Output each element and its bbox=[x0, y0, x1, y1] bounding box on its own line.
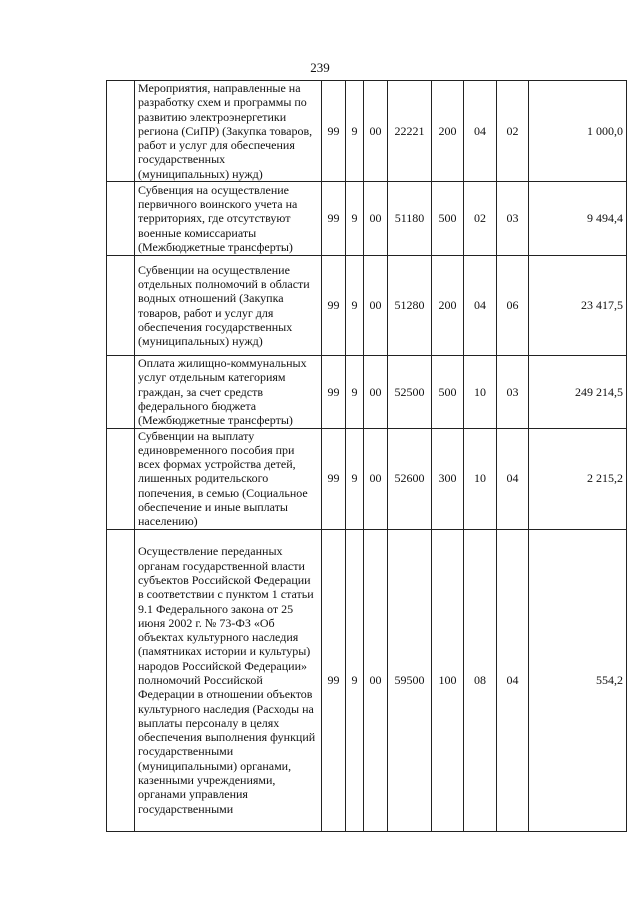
subsection-code: 06 bbox=[497, 256, 529, 356]
subprogram-code: 9 bbox=[346, 356, 364, 428]
group-code: 00 bbox=[364, 529, 388, 831]
program-code: 99 bbox=[322, 81, 346, 182]
direction-code: 59500 bbox=[388, 529, 432, 831]
subprogram-code: 9 bbox=[346, 428, 364, 529]
table-row bbox=[107, 81, 627, 182]
table-row bbox=[107, 256, 627, 356]
program-code: 99 bbox=[322, 356, 346, 428]
row-name: Субвенция на осуществление первичного воинского учета на территориях, где отсутствуют военные комиссариаты (Межбюджетные трансферты) bbox=[135, 182, 322, 256]
expense-type-code: 100 bbox=[432, 529, 464, 831]
row-name: Осуществление переданных органам государственной власти субъектов Российской Федерации в соответствии с пунктом 1 статьи 9.1 Федерального закона от 25 июня 2002 г. № 73-ФЗ «Об объектах культурного наследия (памятниках истории и культуры) народов Российской Федерации» полномочий Российской Федерации в отношении объектов культурного наследия (Расходы на выплаты персоналу в целях обеспечения выполнения функций государственными (муниципальными) органами, казенными учреждениями, органами управления государственными bbox=[135, 529, 322, 831]
table-row bbox=[107, 529, 627, 831]
subsection-code: 04 bbox=[497, 529, 529, 831]
sum-value: 249 214,5 bbox=[529, 356, 627, 428]
row-number-cell bbox=[107, 256, 135, 356]
row-name: Оплата жилищно-коммунальных услуг отдельным категориям граждан, за счет средств федерального бюджета (Межбюджетные трансферты) bbox=[135, 356, 322, 428]
direction-code: 52500 bbox=[388, 356, 432, 428]
direction-code: 51280 bbox=[388, 256, 432, 356]
program-code: 99 bbox=[322, 256, 346, 356]
direction-code: 22221 bbox=[388, 81, 432, 182]
row-number-cell bbox=[107, 81, 135, 182]
row-name: Субвенции на выплату единовременного пособия при всех формах устройства детей, лишенных родительского попечения, в семью (Социальное обеспечение и иные выплаты населению) bbox=[135, 428, 322, 529]
group-code: 00 bbox=[364, 256, 388, 356]
section-code: 04 bbox=[464, 256, 497, 356]
subprogram-code: 9 bbox=[346, 256, 364, 356]
row-number-cell bbox=[107, 182, 135, 256]
direction-code: 52600 bbox=[388, 428, 432, 529]
program-code: 99 bbox=[322, 428, 346, 529]
expense-type-code: 500 bbox=[432, 182, 464, 256]
section-code: 02 bbox=[464, 182, 497, 256]
expense-type-code: 300 bbox=[432, 428, 464, 529]
group-code: 00 bbox=[364, 356, 388, 428]
budget-table bbox=[106, 80, 627, 832]
group-code: 00 bbox=[364, 81, 388, 182]
section-code: 04 bbox=[464, 81, 497, 182]
group-code: 00 bbox=[364, 428, 388, 529]
row-number-cell bbox=[107, 428, 135, 529]
table-row bbox=[107, 428, 627, 529]
sum-value: 2 215,2 bbox=[529, 428, 627, 529]
group-code: 00 bbox=[364, 182, 388, 256]
section-code: 08 bbox=[464, 529, 497, 831]
subsection-code: 02 bbox=[497, 81, 529, 182]
subsection-code: 03 bbox=[497, 182, 529, 256]
subsection-code: 04 bbox=[497, 428, 529, 529]
sum-value: 1 000,0 bbox=[529, 81, 627, 182]
program-code: 99 bbox=[322, 182, 346, 256]
row-number-cell bbox=[107, 529, 135, 831]
sum-value: 554,2 bbox=[529, 529, 627, 831]
table-row bbox=[107, 182, 627, 256]
subsection-code: 03 bbox=[497, 356, 529, 428]
expense-type-code: 200 bbox=[432, 81, 464, 182]
subprogram-code: 9 bbox=[346, 81, 364, 182]
program-code: 99 bbox=[322, 529, 346, 831]
direction-code: 51180 bbox=[388, 182, 432, 256]
sum-value: 9 494,4 bbox=[529, 182, 627, 256]
row-name: Мероприятия, направленные на разработку схем и программы по развитию электроэнергетики региона (СиПР) (Закупка товаров, работ и услуг для обеспечения государственных (муниципальных) нужд) bbox=[135, 81, 322, 182]
page-number: 239 bbox=[310, 60, 330, 75]
row-number-cell bbox=[107, 356, 135, 428]
section-code: 10 bbox=[464, 356, 497, 428]
row-name: Субвенции на осуществление отдельных полномочий в области водных отношений (Закупка товаров, работ и услуг для обеспечения государственных (муниципальных) нужд) bbox=[135, 256, 322, 356]
table-row bbox=[107, 356, 627, 428]
sum-value: 23 417,5 bbox=[529, 256, 627, 356]
expense-type-code: 500 bbox=[432, 356, 464, 428]
subprogram-code: 9 bbox=[346, 182, 364, 256]
subprogram-code: 9 bbox=[346, 529, 364, 831]
expense-type-code: 200 bbox=[432, 256, 464, 356]
section-code: 10 bbox=[464, 428, 497, 529]
